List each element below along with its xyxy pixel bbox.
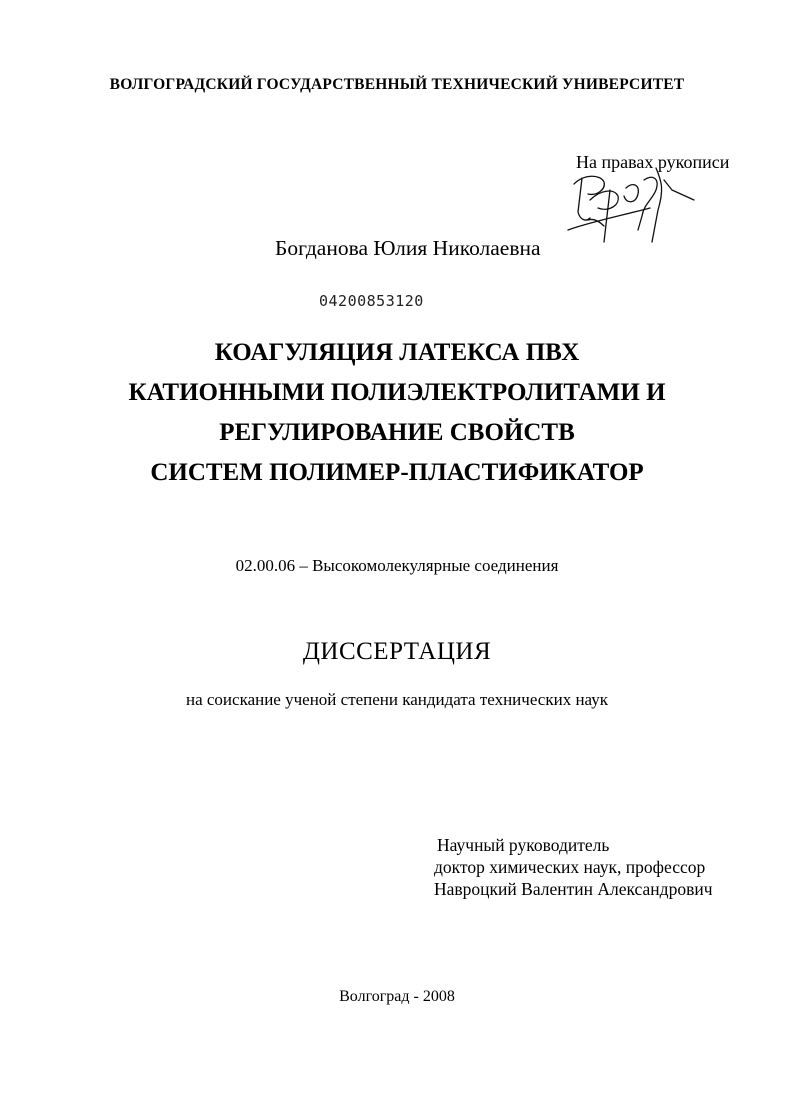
specialty-code: 02.00.06 – Высокомолекулярные соединения (235, 556, 559, 575)
title-line: РЕГУЛИРОВАНИЕ СВОЙСТВ (219, 419, 575, 446)
degree-statement: на соискание ученой степени кандидата технических наук (185, 690, 608, 709)
title-line: КОАГУЛЯЦИЯ ЛАТЕКСА ПВХ (214, 339, 580, 366)
dissertation-title (0, 333, 794, 493)
university-name: ВОЛГОГРАДСКИЙ ГОСУДАРСТВЕННЫЙ ТЕХНИЧЕСКИЙ УНИВЕРСИТЕТ (109, 76, 685, 93)
supervisor-block (434, 834, 713, 900)
supervisor-name: Навроцкий Валентин Александрович (434, 879, 713, 899)
supervisor-role: Научный руководитель (437, 835, 610, 855)
supervisor-degree: доктор химических наук, профессор (434, 857, 706, 877)
title-line: КАТИОННЫМИ ПОЛИЭЛЕКТРОЛИТАМИ И (128, 379, 666, 406)
manuscript-rights-note: На правах рукописи (576, 152, 730, 172)
author-name: Богданова Юлия Николаевна (275, 236, 541, 260)
city-year: Волгоград - 2008 (339, 988, 455, 1005)
document-number: 04200853120 (319, 292, 424, 310)
document-type: ДИССЕРТАЦИЯ (302, 638, 492, 665)
title-line: СИСТЕМ ПОЛИМЕР-ПЛАСТИФИКАТОР (150, 459, 644, 486)
handwritten-signature (560, 160, 710, 260)
